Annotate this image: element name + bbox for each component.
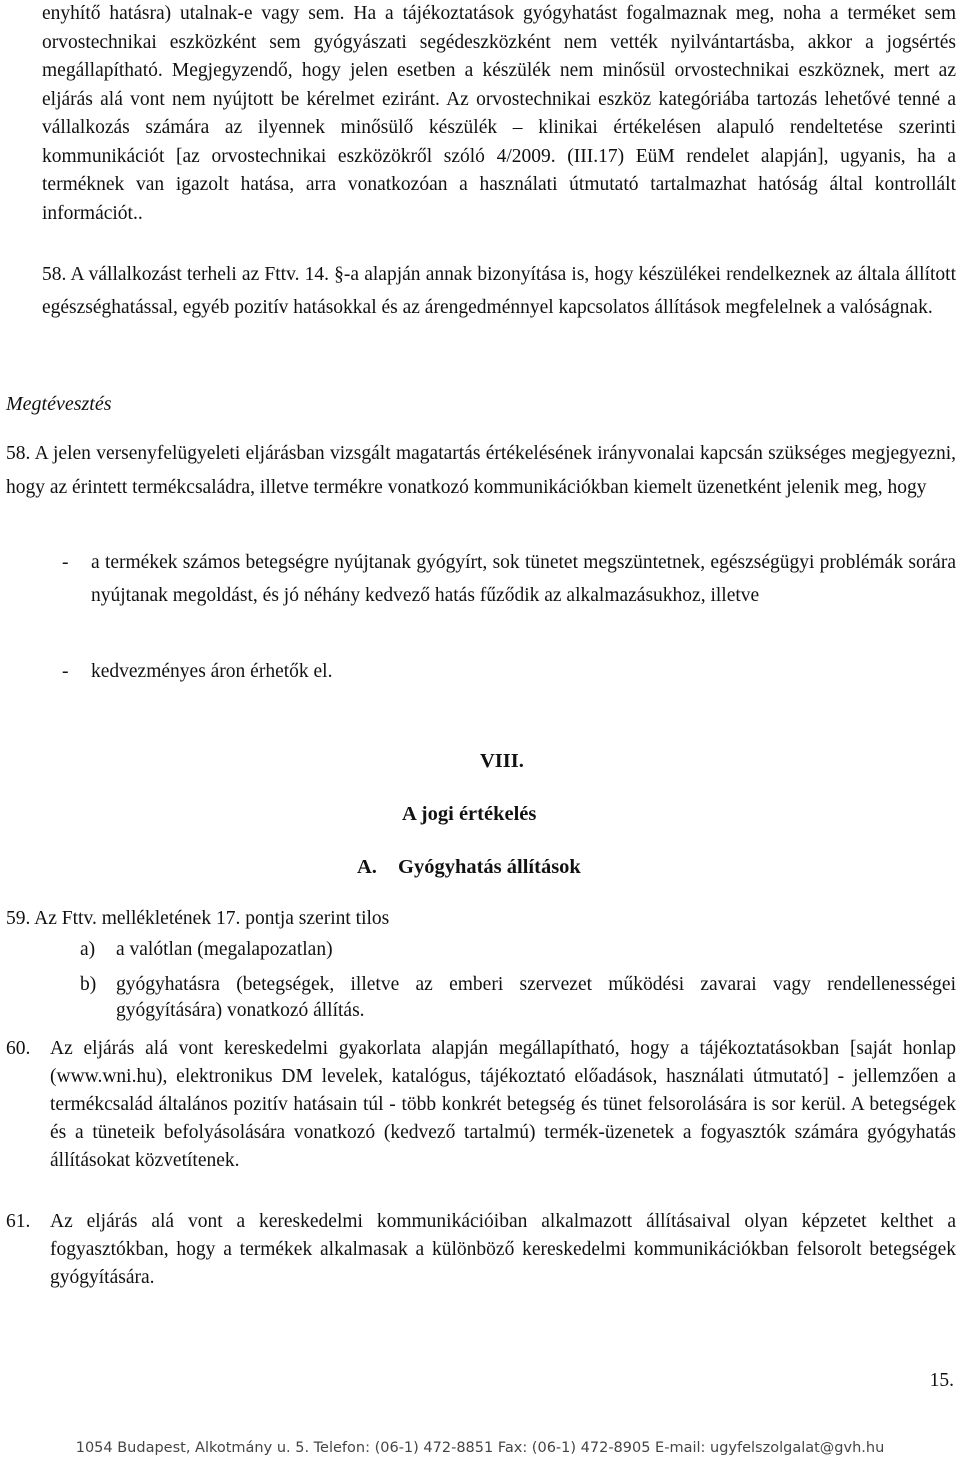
- paragraph-text: Az eljárás alá vont a kereskedelmi kommunikációiban alkalmazott állításaival olyan képzetet kelthet a fogyasztókban, hogy a termékek alkalmasak a különböző kereskedelmi kommunikációkban felsorolt betegségek gyógyítására.: [50, 1211, 956, 1288]
- chapter-title: A jogi értékelés: [402, 803, 537, 825]
- intro-paragraph: enyhítő hatásra) utalnak-e vagy sem. Ha a tájékoztatások gyógyhatást fogalmaznak meg, noha a terméket sem orvostechnikai eszközként sem gyógyászati segédeszközként nem vették nyilvántartásba, akkor a jogsértés megállapítható. Megjegyzendő, hogy jelen esetben a készülék nem minősül orvostechnikai eszköznek, mert az eljárás alá vont nem nyújtott be kérelmet eziránt. Az orvostechnikai eszköz kategóriába tartozás lehetővé tenné a vállalkozás számára az ilyennek minősülő készülék – klinikai értékelésen alapuló rendeltetése szerinti kommunikációt [az orvostechnikai eszközökről szóló 4/2009. (III.17) EüM rendelet alapján], ugyanis, ha a terméknek van igazolt hatása, arra vonatkozóan a használati útmutató tartalmazhat hatóság által kontrollált információt..: [42, 3, 956, 224]
- bullet-text: a termékek számos betegségre nyújtanak gyógyírt, sok tünetet megszüntetnek, egészségügyi problémák sorára nyújtanak megoldást, és jó néhány kedvező hatás fűződik az alkalmazásukhoz, illetve: [91, 552, 956, 606]
- page-number: 15.: [929, 1370, 954, 1391]
- paragraph-60: [6, 1035, 956, 1175]
- list-item-label: a): [80, 939, 96, 960]
- bullet-dash: -: [62, 661, 69, 682]
- paragraph-59-intro: 59. Az Fttv. mellékletének 17. pontja szerint tilos: [6, 908, 390, 929]
- subsection-letter: A.: [357, 856, 377, 878]
- paragraph-58-b: 58. A jelen versenyfelügyeleti eljárásban vizsgált magatartás értékelésének irányvonalai kapcsán szükséges megjegyezni, hogy az érintett termékcsaládra, illetve termékre vonatkozó kommunikációkban kiemelt üzenetként jelenik meg, hogy: [6, 443, 956, 498]
- list-item-text: a valótlan (megalapozatlan): [116, 939, 333, 960]
- paragraph-58-a: 58. A vállalkozást terheli az Fttv. 14. §-a alapján annak bizonyítása is, hogy készülékei rendelkeznek az általa állított egészséghatással, egyéb pozitív hatásokkal és az árengedménnyel kapcsolatos állítások megfelelnek a valóságnak.: [42, 264, 956, 318]
- subsection-heading: [357, 856, 581, 879]
- list-item: [80, 937, 956, 963]
- section-heading-megteveszes: Megtévesztés: [6, 393, 112, 415]
- bullet-item: [62, 655, 956, 688]
- subsection-title: Gyógyhatás állítások: [398, 856, 581, 878]
- list-item: [80, 972, 956, 1024]
- bullet-item: [62, 546, 956, 612]
- paragraph-text: Az eljárás alá vont kereskedelmi gyakorlata alapján megállapítható, hogy a tájékoztatásokban [saját honlap (www.wni.hu), elektronikus DM levelek, katalógus, tájékoztató előadások, használati útmutató] - jellemzően a termékcsalád általános pozitív hatásain túl - több konkrét betegség és tünet felsorolására is sor kerül. A betegségek és a tüneteik befolyásolására vonatkozó (kedvező tartalmú) termék-üzenetek a fogyasztók számára gyógyhatás állításokat közvetítenek.: [50, 1038, 956, 1171]
- list-item-label: b): [80, 974, 97, 995]
- paragraph-number: 61.: [6, 1211, 31, 1232]
- bullet-dash: -: [62, 552, 69, 573]
- list-item-text: gyógyhatásra (betegségek, illetve az emberi szervezet működési zavarai vagy rendellenességei gyógyítására) vonatkozó állítás.: [116, 974, 956, 1021]
- paragraph-number: 60.: [6, 1038, 31, 1059]
- bullet-text: kedvezményes áron érhetők el.: [91, 661, 333, 682]
- footer-contact: 1054 Budapest, Alkotmány u. 5. Telefon: (06-1) 472-8851 Fax: (06-1) 472-8905 E-mail: ugyfelszolgalat@gvh.hu: [75, 1440, 885, 1456]
- chapter-number: VIII.: [480, 750, 524, 772]
- paragraph-61: [6, 1208, 956, 1292]
